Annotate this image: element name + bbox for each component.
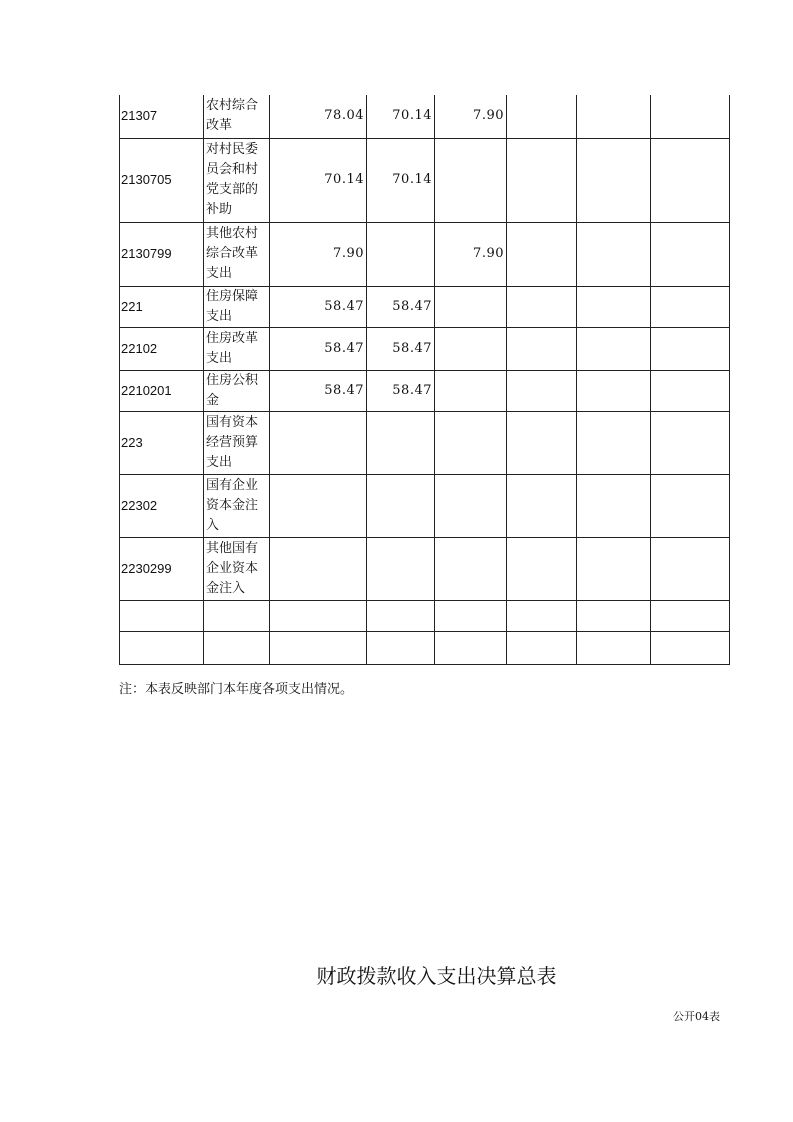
table-row <box>120 631 730 664</box>
value-cell-6 <box>651 631 730 664</box>
value-cell-5 <box>577 411 651 474</box>
value-cell-4 <box>507 286 577 327</box>
code-cell: 2130705 <box>120 138 204 222</box>
value-cell-2 <box>367 222 435 286</box>
code-cell: 223 <box>120 411 204 474</box>
value-cell-4 <box>507 327 577 370</box>
value-cell-6 <box>651 537 730 600</box>
value-cell-1 <box>270 600 367 631</box>
next-table-title-text: 财政拨款收入支出决算总表 <box>316 964 557 988</box>
value-cell-5 <box>577 286 651 327</box>
value-cell-6 <box>651 370 730 411</box>
value-cell-2: 70.14 <box>367 138 435 222</box>
value-cell-6 <box>651 411 730 474</box>
name-cell: 住房保障支出 <box>204 286 270 327</box>
value-cell-5 <box>577 474 651 537</box>
form-number: 公开04表 <box>673 1010 720 1023</box>
value-cell-1: 7.90 <box>270 222 367 286</box>
name-cell: 其他国有企业资本金注入 <box>204 537 270 600</box>
table-row <box>120 222 730 286</box>
value-cell-3 <box>435 631 507 664</box>
value-cell-6 <box>651 222 730 286</box>
value-cell-6 <box>651 138 730 222</box>
value-cell-1: 78.04 <box>270 95 367 138</box>
value-cell-3 <box>435 286 507 327</box>
value-cell-5 <box>577 327 651 370</box>
value-cell-4 <box>507 600 577 631</box>
value-cell-3 <box>435 600 507 631</box>
table-row <box>120 537 730 600</box>
value-cell-1: 58.47 <box>270 286 367 327</box>
value-cell-2 <box>367 411 435 474</box>
value-cell-2: 58.47 <box>367 286 435 327</box>
value-cell-2: 70.14 <box>367 95 435 138</box>
next-table-title <box>0 960 793 989</box>
table-row <box>120 370 730 411</box>
value-cell-2: 58.47 <box>367 327 435 370</box>
value-cell-5 <box>577 600 651 631</box>
table-row <box>120 327 730 370</box>
value-cell-3 <box>435 537 507 600</box>
name-cell: 农村综合改革 <box>204 95 270 138</box>
value-cell-6 <box>651 95 730 138</box>
value-cell-1: 58.47 <box>270 327 367 370</box>
code-cell: 22102 <box>120 327 204 370</box>
value-cell-1: 70.14 <box>270 138 367 222</box>
value-cell-5 <box>577 138 651 222</box>
value-cell-3 <box>435 138 507 222</box>
code-cell: 221 <box>120 286 204 327</box>
value-cell-2 <box>367 474 435 537</box>
table-row <box>120 600 730 631</box>
value-cell-1 <box>270 474 367 537</box>
name-cell <box>204 600 270 631</box>
table-row <box>120 138 730 222</box>
value-cell-1 <box>270 537 367 600</box>
code-cell: 22302 <box>120 474 204 537</box>
value-cell-5 <box>577 222 651 286</box>
table-row <box>120 286 730 327</box>
value-cell-6 <box>651 600 730 631</box>
value-cell-6 <box>651 327 730 370</box>
value-cell-4 <box>507 411 577 474</box>
name-cell: 国有资本经营预算支出 <box>204 411 270 474</box>
value-cell-2: 58.47 <box>367 370 435 411</box>
code-cell <box>120 600 204 631</box>
name-cell: 对村民委员会和村党支部的补助 <box>204 138 270 222</box>
value-cell-4 <box>507 631 577 664</box>
name-cell <box>204 631 270 664</box>
value-cell-3 <box>435 327 507 370</box>
value-cell-5 <box>577 631 651 664</box>
name-cell: 国有企业资本金注入 <box>204 474 270 537</box>
value-cell-6 <box>651 286 730 327</box>
value-cell-1: 58.47 <box>270 370 367 411</box>
value-cell-3 <box>435 411 507 474</box>
value-cell-4 <box>507 537 577 600</box>
value-cell-1 <box>270 411 367 474</box>
value-cell-3 <box>435 474 507 537</box>
table-note: 注：本表反映部门本年度各项支出情况。 <box>119 682 354 697</box>
name-cell: 住房改革支出 <box>204 327 270 370</box>
value-cell-4 <box>507 95 577 138</box>
value-cell-4 <box>507 370 577 411</box>
name-cell: 其他农村综合改革支出 <box>204 222 270 286</box>
table-row <box>120 474 730 537</box>
value-cell-2 <box>367 537 435 600</box>
code-cell: 2210201 <box>120 370 204 411</box>
value-cell-3: 7.90 <box>435 222 507 286</box>
value-cell-4 <box>507 474 577 537</box>
table-row <box>120 95 730 138</box>
value-cell-5 <box>577 370 651 411</box>
value-cell-3 <box>435 370 507 411</box>
value-cell-3: 7.90 <box>435 95 507 138</box>
expenditure-table <box>119 95 730 665</box>
value-cell-2 <box>367 600 435 631</box>
value-cell-2 <box>367 631 435 664</box>
value-cell-1 <box>270 631 367 664</box>
value-cell-5 <box>577 537 651 600</box>
code-cell <box>120 631 204 664</box>
code-cell: 2230299 <box>120 537 204 600</box>
code-cell: 2130799 <box>120 222 204 286</box>
code-cell: 21307 <box>120 95 204 138</box>
name-cell: 住房公积金 <box>204 370 270 411</box>
value-cell-4 <box>507 138 577 222</box>
value-cell-5 <box>577 95 651 138</box>
value-cell-4 <box>507 222 577 286</box>
table-row <box>120 411 730 474</box>
value-cell-6 <box>651 474 730 537</box>
